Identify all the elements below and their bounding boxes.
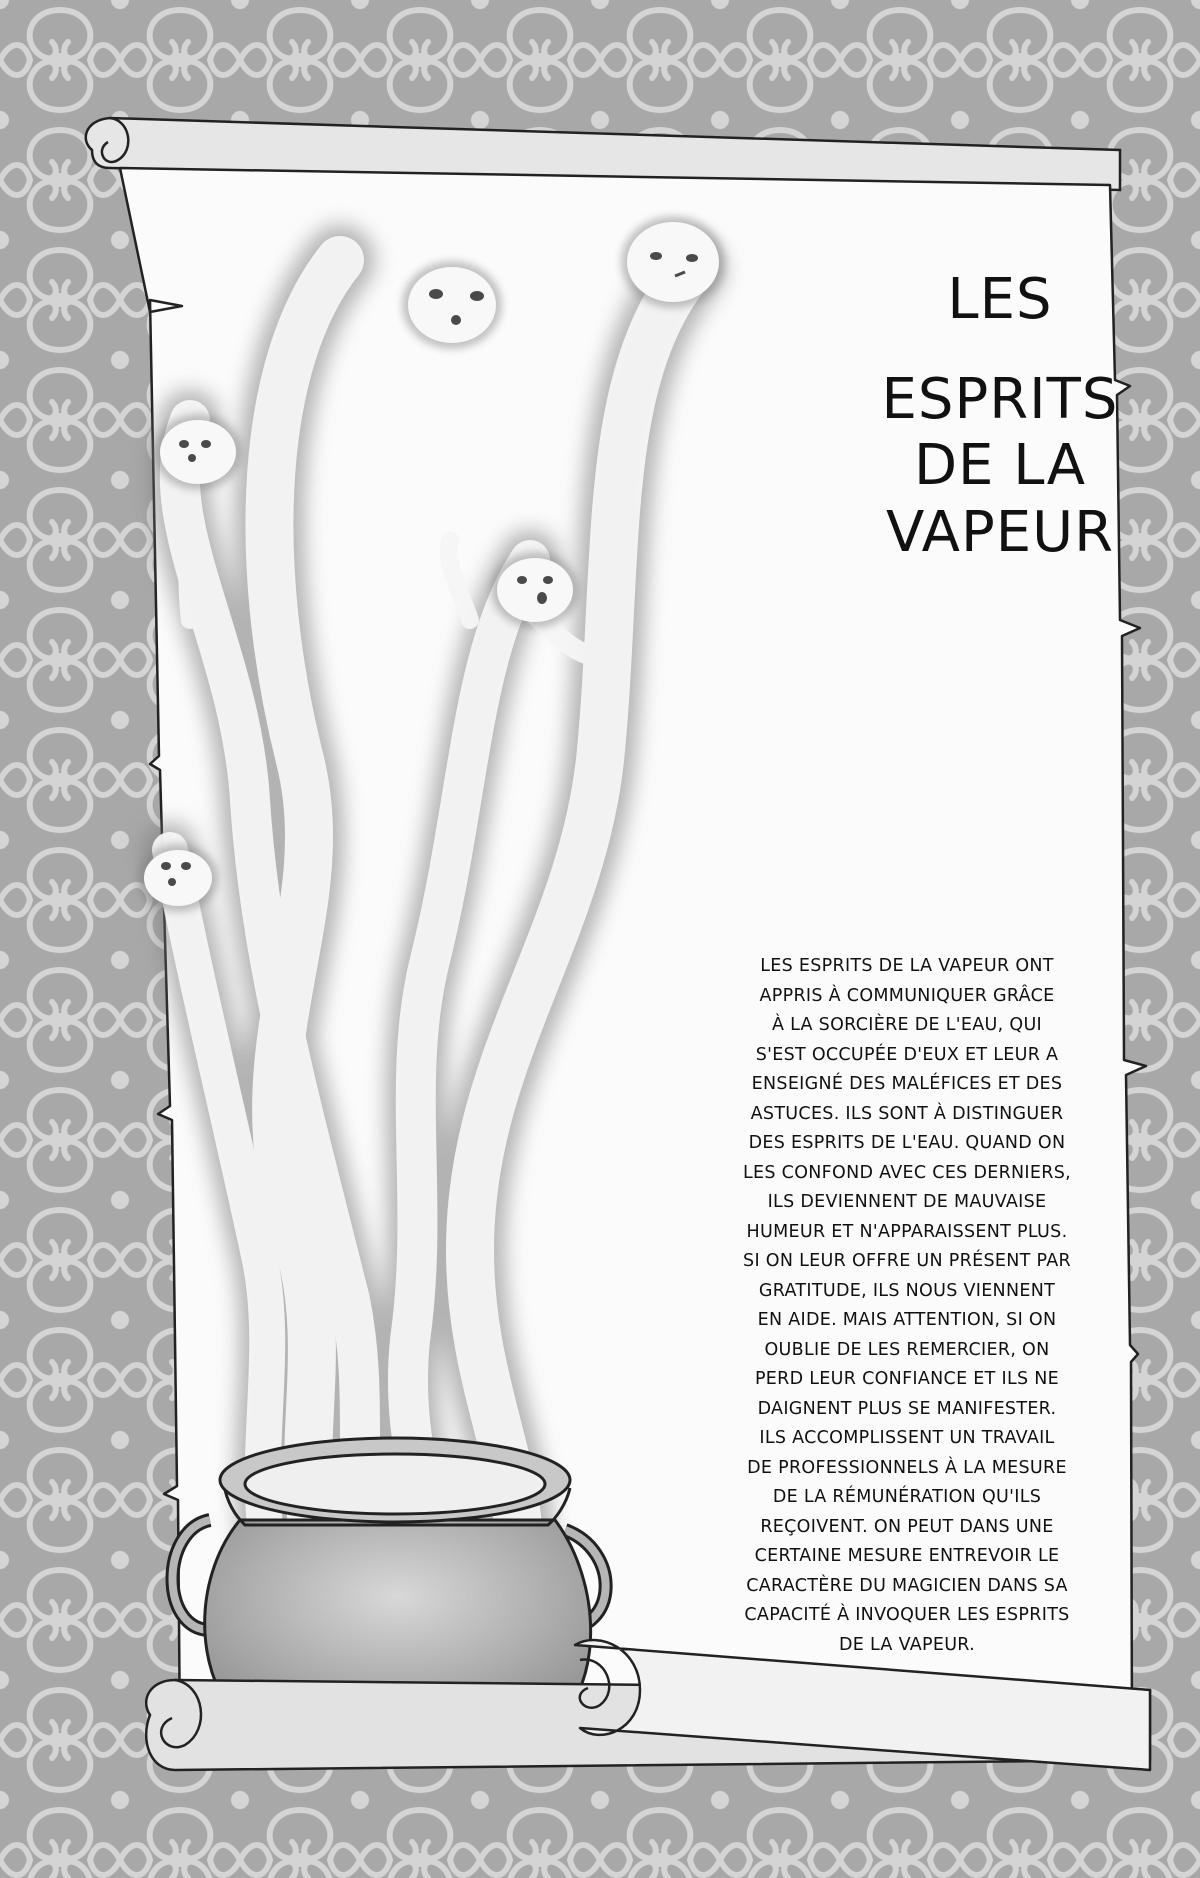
title-line-4: VAPEUR [885, 500, 1115, 565]
body-text-line: LES CONFOND AVEC CES DERNIERS, [743, 1162, 1071, 1183]
body-text-line: DAIGNENT PLUS SE MANIFESTER. [757, 1398, 1057, 1419]
body-text-line: À LA SORCIÈRE DE L'EAU, QUI [771, 1015, 1043, 1035]
title-line-2: ESPRITS [881, 367, 1119, 432]
body-text-line: SI ON LEUR OFFRE UN PRÉSENT PAR [743, 1251, 1071, 1271]
body-text-line: DES ESPRITS DE L'EAU. QUAND ON [748, 1133, 1066, 1153]
title-line-3: DE LA [913, 433, 1087, 498]
body-text [720, 952, 1094, 1660]
body-text-line: ILS ACCOMPLISSENT UN TRAVAIL [759, 1428, 1055, 1448]
body-text-line: APPRIS À COMMUNIQUER GRÂCE [759, 985, 1055, 1006]
body-text-line: ASTUCES. ILS SONT À DISTINGUER [750, 1103, 1064, 1124]
body-text-line: REÇOIVENT. ON PEUT DANS UNE [760, 1516, 1054, 1537]
body-text-line: DE LA VAPEUR. [838, 1634, 976, 1655]
body-text-line: EN AIDE. MAIS ATTENTION, SI ON [757, 1310, 1057, 1330]
body-text-line: LES ESPRITS DE LA VAPEUR ONT [760, 956, 1054, 976]
body-text-line: CARACTÈRE DU MAGICIEN DANS SA [746, 1575, 1068, 1596]
body-text-line: OUBLIE DE LES REMERCIER, ON [764, 1339, 1050, 1360]
title-line-1: LES [947, 267, 1053, 332]
body-text-line: CAPACITÉ À INVOQUER LES ESPRITS [744, 1605, 1070, 1625]
body-text-line: S'EST OCCUPÉE D'EUX ET LEUR A [755, 1044, 1059, 1065]
body-text-line: DE PROFESSIONNELS À LA MESURE [747, 1457, 1067, 1478]
body-text-line: GRATITUDE, ILS NOUS VIENNENT [758, 1280, 1056, 1301]
body-text-line: DE LA RÉMUNÉRATION QU'ILS [772, 1487, 1042, 1507]
body-text-line: PERD LEUR CONFIANCE ET ILS NE [754, 1369, 1060, 1389]
body-text-line: HUMEUR ET N'APPARAISSENT PLUS. [746, 1221, 1068, 1242]
body-text-line: ENSEIGNÉ DES MALÉFICES ET DES [751, 1074, 1063, 1094]
body-text-line: CERTAINE MESURE ENTREVOIR LE [754, 1546, 1060, 1566]
body-text-line: ILS DEVIENNENT DE MAUVAISE [767, 1192, 1047, 1212]
